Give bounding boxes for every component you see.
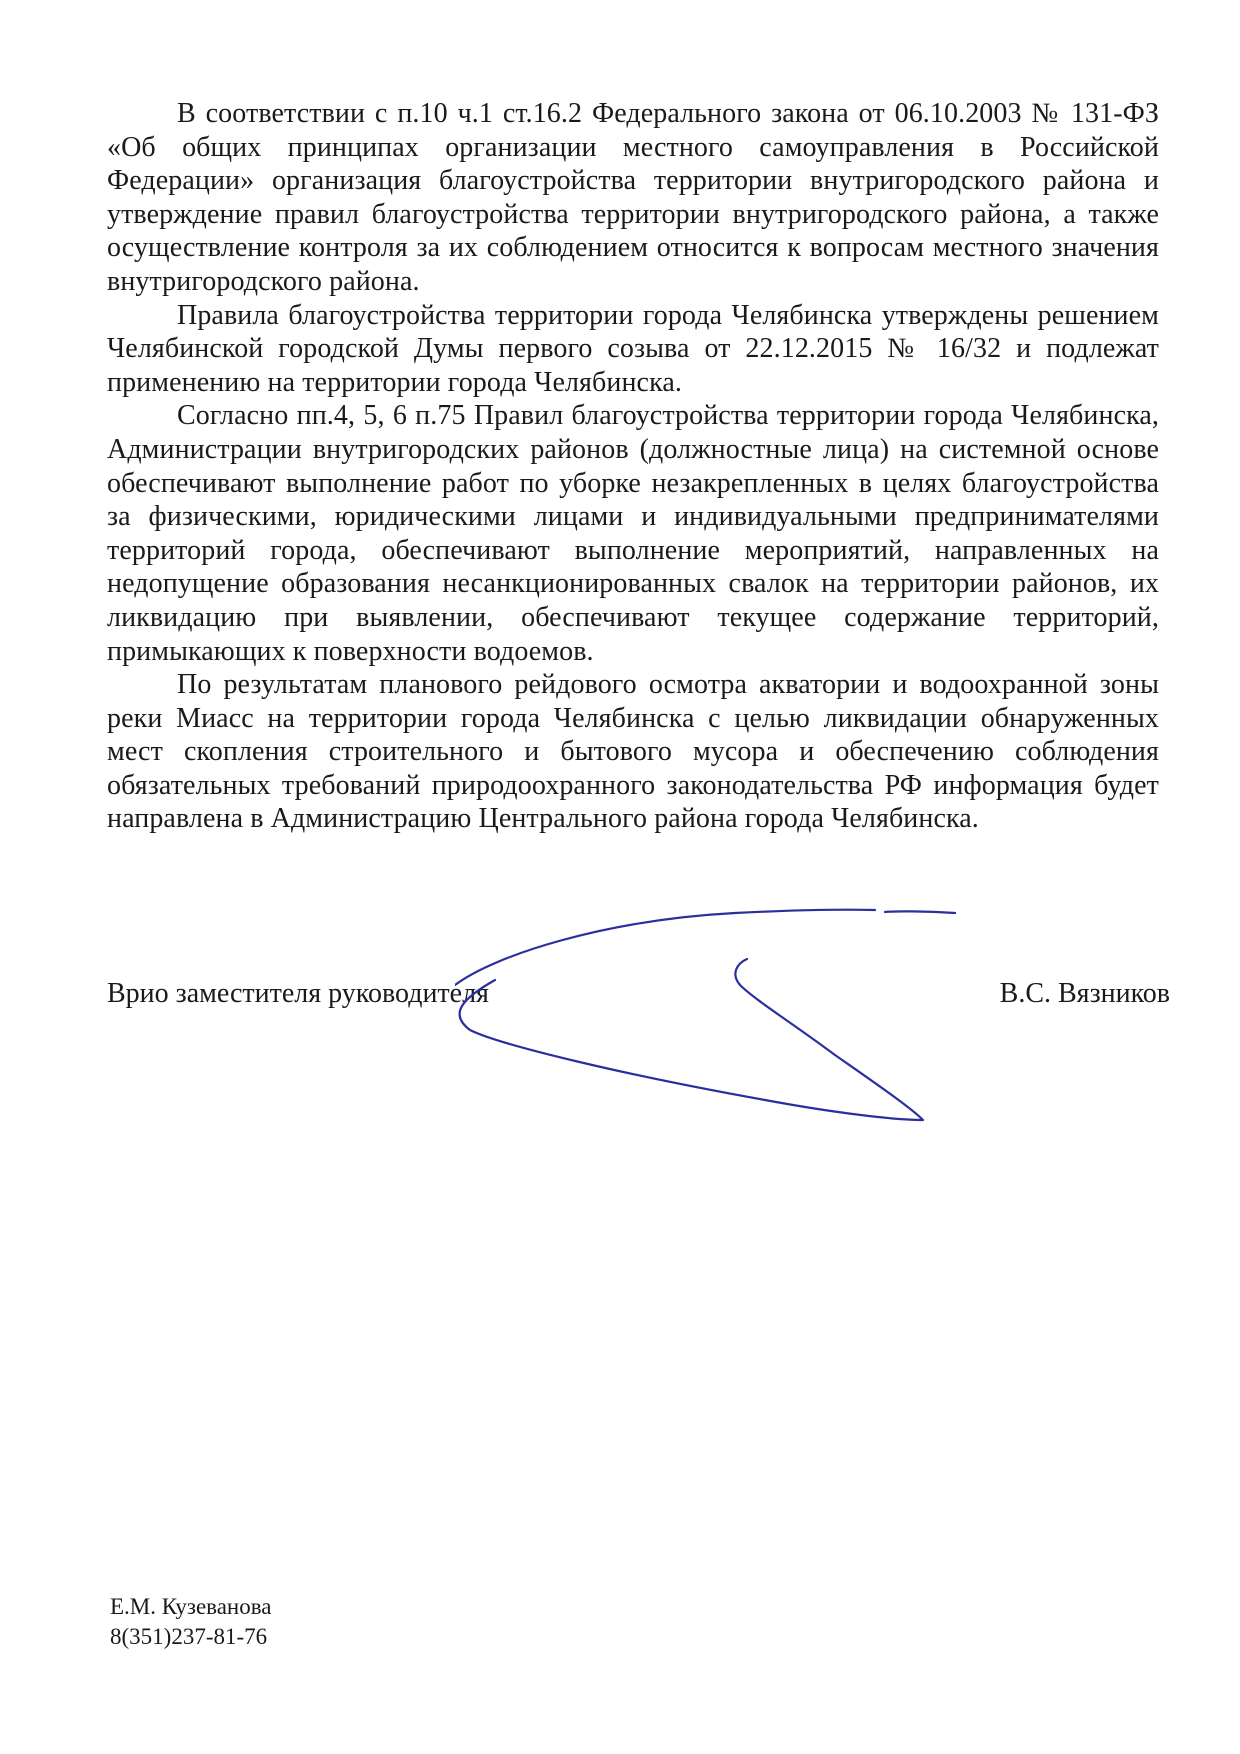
paragraph-duties: Согласно пп.4, 5, 6 п.75 Правил благоустройства территории города Челябинска, Администрации внутригородских районов (должностные лица) на системной основе обеспечивают выполнение работ по уборке незакрепленных в целях благоустройства за физическими, юридическими лицами и индивидуальными предпринимателями территорий города, обеспечивают выполнение мероприятий, направленных на недопущение образования несанкционированных свалок на территории районов, их ликвидацию при выявлении, обеспечивают текущее содержание территорий, примыкающих к поверхности водоемов. <box>107 400 1159 667</box>
paragraph-inspection-results: По результатам планового рейдового осмотра акватории и водоохранной зоны реки Миасс на территории города Челябинска с целью ликвидации обнаруженных мест скопления строительного и бытового мусора и обеспечению соблюдения обязательных требований природоохранного законодательства РФ информация будет направлена в Администрацию Центрального района города Челябинска. <box>107 669 1159 835</box>
signatory-name: В.С. Вязников <box>999 978 1170 1009</box>
paragraph-rules: Правила благоустройства территории города Челябинска утверждены решением Челябинской городской Думы первого созыва от 22.12.2015 № 16/32 и подлежат применению на территории города Челябинска. <box>107 299 1159 398</box>
paragraph-legal-basis: В соответствии с п.10 ч.1 ст.16.2 Федерального закона от 06.10.2003 № 131-ФЗ «Об общих принципах организации местного самоуправления в Российской Федерации» организация благоустройства территории внутригородского района и утверждение правил благоустройства территории внутригородского района, а также осуществление контроля за их соблюдением относится к вопросам местного значения внутригородского района. <box>107 98 1159 297</box>
executor-phone: 8(351)237-81-76 <box>110 1624 268 1649</box>
signatory-title: Врио заместителя руководителя <box>107 978 489 1009</box>
executor-info <box>110 1592 272 1652</box>
executor-name: Е.М. Кузеванова <box>110 1594 272 1619</box>
letter-body <box>107 97 1159 836</box>
handwritten-signature <box>455 905 975 1145</box>
signature-block <box>107 978 1170 1018</box>
